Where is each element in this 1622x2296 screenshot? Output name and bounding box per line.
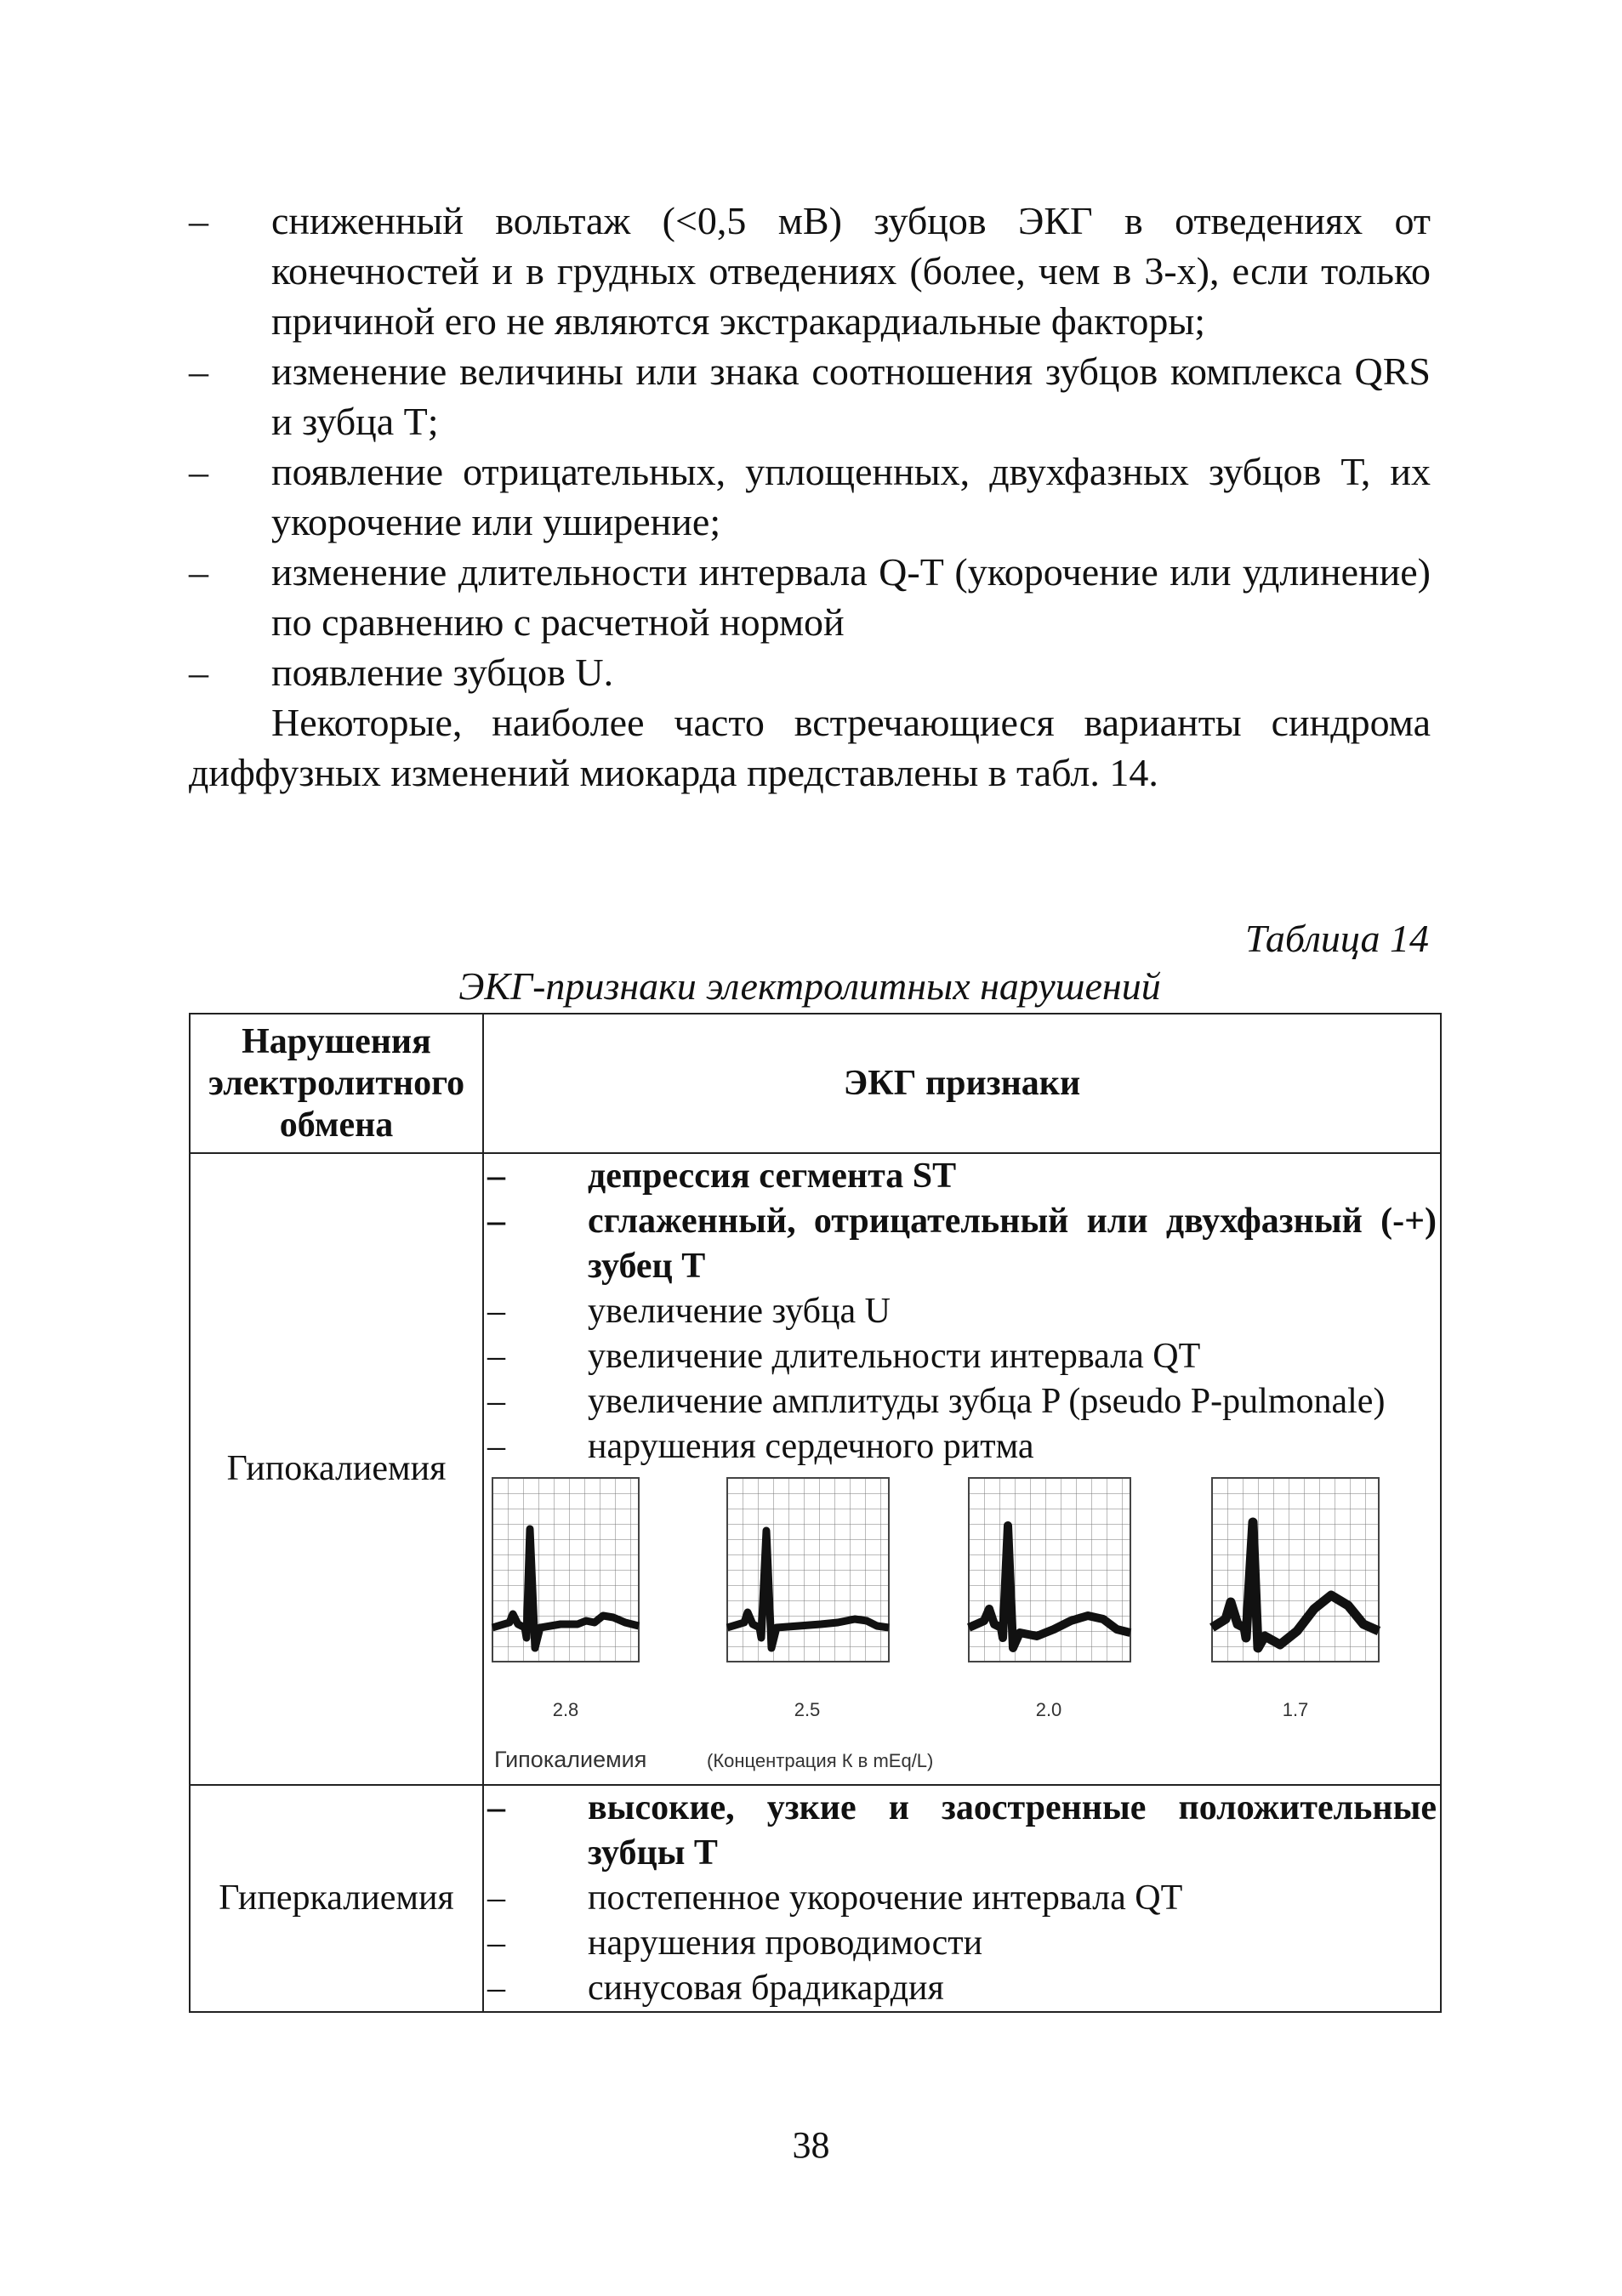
sign-item: [486, 1289, 1437, 1334]
dash-marker: –: [487, 1969, 505, 2008]
sign-text: постепенное укорочение интервала QT: [588, 1878, 1183, 1918]
sign-text: синусовая брадикардия: [588, 1969, 944, 2008]
sign-text: нарушения проводимости: [588, 1924, 983, 1963]
sign-text: нарушения сердечного ритма: [588, 1427, 1034, 1466]
dash-marker: –: [189, 450, 208, 493]
table-row: [190, 1785, 1441, 2012]
sign-item: [486, 1379, 1437, 1424]
sign-item: [486, 1921, 1437, 1966]
table-number: Таблица 14: [1244, 917, 1429, 960]
ekg-table: [189, 1013, 1442, 2013]
sign-item: [486, 1876, 1437, 1921]
sign-item: [486, 1154, 1437, 1199]
intro-text: [189, 196, 1431, 798]
list-item: [189, 196, 1431, 346]
sign-item: [486, 1424, 1437, 1469]
header-condition: Нарушения электролитного обмена: [190, 1014, 483, 1153]
dash-marker: –: [487, 1427, 505, 1466]
dash-marker: –: [487, 1878, 505, 1918]
ekg-strip: [969, 1478, 1130, 1662]
header-signs: ЭКГ признаки: [483, 1014, 1441, 1153]
sign-item: [486, 1199, 1437, 1289]
ekg-strip: [727, 1478, 889, 1662]
dash-marker: –: [189, 350, 208, 393]
list-item-text: изменение длительности интервала Q-T (укорочение или удлинение) по сравнению с расчетной нормой: [271, 550, 1431, 644]
list-item-text: изменение величины или знака соотношения зубцов комплекса QRS и зубца Т;: [271, 350, 1431, 443]
sign-text: увеличение амплитуды зубца P (pseudo P-pulmonale): [588, 1382, 1386, 1421]
figure-subtitle: (Концентрация К в mEq/L): [707, 1750, 934, 1771]
signs-cell: [483, 1153, 1441, 1785]
strip-value: 2.0: [1035, 1699, 1062, 1720]
strip-value: 2.8: [552, 1699, 579, 1720]
list-item: [189, 547, 1431, 647]
condition-cell: Гипокалиемия: [190, 1153, 483, 1785]
list-item: [189, 446, 1431, 547]
dash-marker: –: [487, 1157, 505, 1196]
sign-text: увеличение зубца U: [588, 1292, 891, 1331]
ekg-strip: [492, 1478, 639, 1662]
table-row: [190, 1153, 1441, 1785]
sign-text: сглаженный, отрицательный или двухфазный (-+) зубец Т: [588, 1202, 1437, 1286]
dash-marker: –: [189, 651, 208, 694]
sign-text: высокие, узкие и заостренные положительные зубцы Т: [588, 1788, 1437, 1873]
sign-text: депрессия сегмента ST: [588, 1157, 957, 1196]
bullet-list: [189, 196, 1431, 697]
dash-marker: –: [487, 1337, 505, 1376]
signs-cell: [483, 1785, 1441, 2012]
table-header-row: [190, 1014, 1441, 1153]
table-caption: ЭКГ-признаки электролитных нарушений: [458, 964, 1161, 1008]
dash-marker: –: [189, 550, 208, 594]
list-item-text: появление отрицательных, уплощенных, двухфазных зубцов Т, их укорочение или уширение;: [271, 450, 1431, 543]
condition-cell: Гиперкалиемия: [190, 1785, 483, 2012]
sign-text: увеличение длительности интервала QT: [588, 1337, 1201, 1376]
dash-marker: –: [487, 1202, 505, 1241]
list-item: [189, 346, 1431, 446]
sign-item: [486, 1786, 1437, 1876]
strip-value: 1.7: [1282, 1699, 1309, 1720]
dash-marker: –: [487, 1382, 505, 1421]
list-item: [189, 647, 1431, 697]
sign-item: [486, 1966, 1437, 2011]
list-item-text: появление зубцов U.: [271, 651, 614, 694]
sign-item: [486, 1334, 1437, 1379]
ekg-strips-figure: [487, 1473, 1423, 1779]
intro-paragraph: Некоторые, наиболее часто встречающиеся варианты синдрома диффузных изменений миокарда представлены в табл. 14.: [189, 701, 1431, 794]
dash-marker: –: [487, 1788, 505, 1827]
figure-title: Гипокалиемия: [494, 1747, 647, 1772]
list-item-text: сниженный вольтаж (<0,5 мВ) зубцов ЭКГ в отведениях от конечностей и в грудных отведениях (более, чем в 3-х), если только причиной его не являются экстракардиальные факторы;: [271, 199, 1431, 343]
strip-value: 2.5: [794, 1699, 821, 1720]
page-number: 38: [792, 2124, 830, 2166]
dash-marker: –: [189, 199, 208, 242]
dash-marker: –: [487, 1292, 505, 1331]
dash-marker: –: [487, 1924, 505, 1963]
ekg-strip: [1212, 1478, 1379, 1662]
